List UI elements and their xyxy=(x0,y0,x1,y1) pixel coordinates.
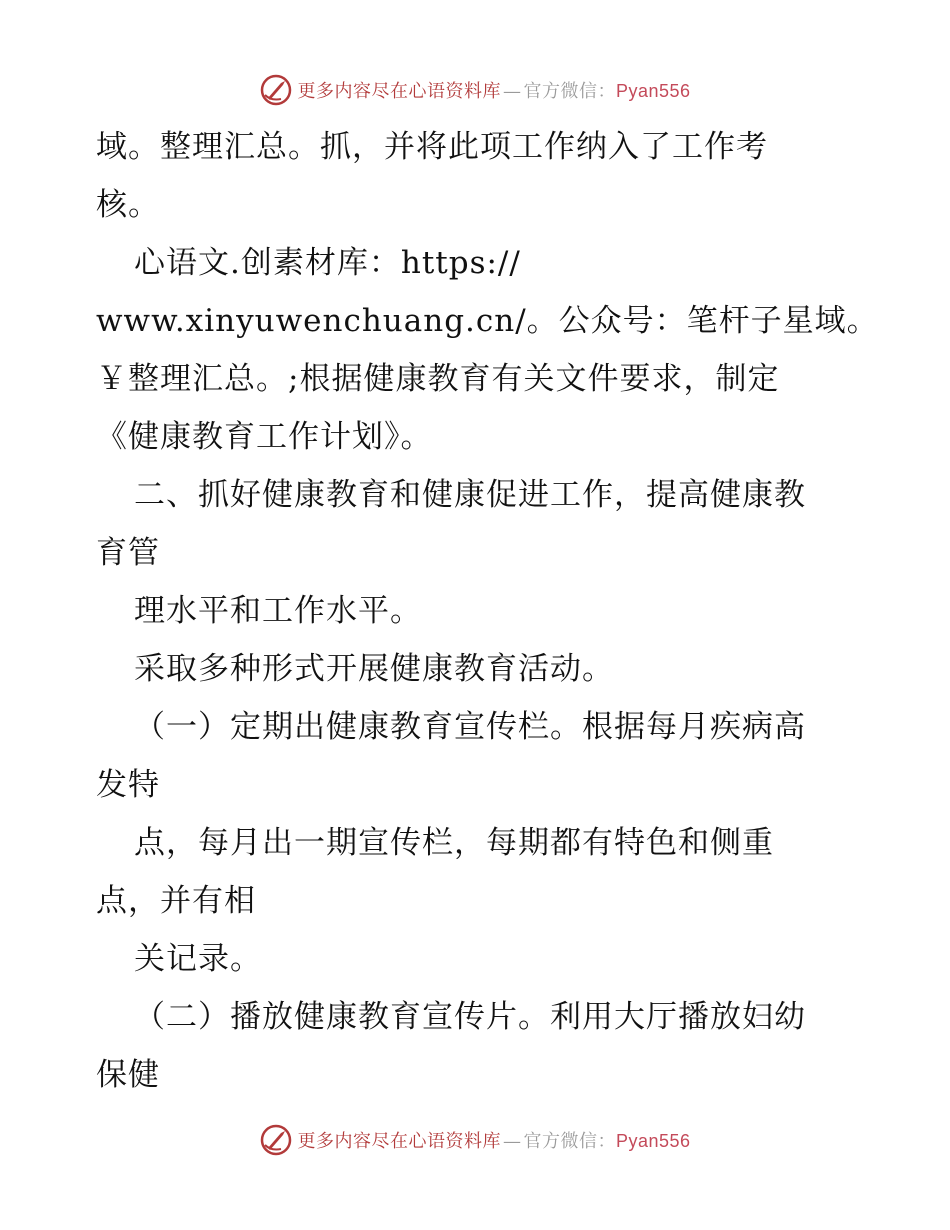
banner-dash: — xyxy=(502,81,522,102)
text-line: ￥整理汇总。;根据健康教育有关文件要求，制定 xyxy=(96,361,780,397)
banner-wechat-label: 官方微信： xyxy=(523,1131,616,1152)
footer-banner xyxy=(0,1120,950,1160)
section-heading: 二、抓好健康教育和健康促进工作，提高健康教 xyxy=(134,477,806,513)
text-line: 点，每月出一期宣传栏，每期都有特色和侧重 xyxy=(134,825,774,861)
banner-dash: — xyxy=(502,1131,522,1152)
text-line: 《健康教育工作计划》。 xyxy=(96,419,433,455)
header-banner xyxy=(0,70,950,110)
text-line: 保健 xyxy=(96,1057,160,1093)
text-line: www.xinyuwenchuang.cn/。公众号：笔杆子星域。 xyxy=(96,303,879,339)
text-line: 关记录。 xyxy=(134,941,262,977)
banner-wechat-id: Pyan556 xyxy=(615,81,691,101)
subsection-heading: （二）播放健康教育宣传片。利用大厅播放妇幼 xyxy=(134,999,806,1035)
quill-pen-logo-icon xyxy=(259,73,293,107)
subsection-heading: （一）定期出健康教育宣传栏。根据每月疾病高 xyxy=(134,709,806,745)
banner-wechat-id: Pyan556 xyxy=(615,1131,691,1151)
document-body xyxy=(96,118,896,1104)
text-line xyxy=(96,234,896,292)
banner-title: 更多内容尽在心语资料库 xyxy=(297,81,501,102)
text-line: 核。 xyxy=(96,187,160,223)
banner-title: 更多内容尽在心语资料库 xyxy=(297,1131,501,1152)
text-line: 采取多种形式开展健康教育活动。 xyxy=(134,651,614,687)
text-line: 育管 xyxy=(96,535,160,571)
text-line: 发特 xyxy=(96,767,160,803)
quill-pen-logo-icon xyxy=(259,1123,293,1157)
text-line: 理水平和工作水平。 xyxy=(134,593,422,629)
text-line: 点，并有相 xyxy=(96,883,256,919)
text-line-content: 心语文.创素材库：https:// xyxy=(134,245,521,281)
banner-wechat-label: 官方微信： xyxy=(523,81,616,102)
text-line: 域。整理汇总。抓，并将此项工作纳入了工作考 xyxy=(96,129,768,165)
